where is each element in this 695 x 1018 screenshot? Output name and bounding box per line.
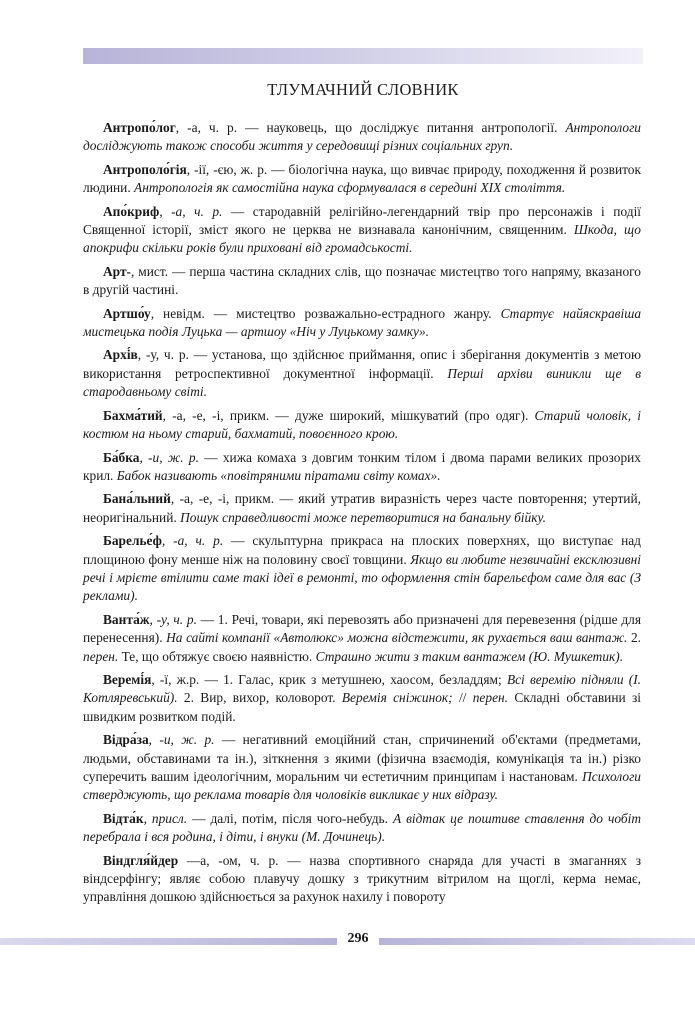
entry-example-2: Веремія сніжинок;	[341, 690, 453, 706]
entry-headword: Ванта́ж	[103, 611, 150, 627]
entry-grammar-italic: , присл.	[143, 810, 188, 826]
footer-decorative-bar-left	[0, 938, 337, 945]
dictionary-entry	[83, 671, 641, 726]
entry-headword: Веремі́я	[103, 671, 152, 687]
entry-definition: 1. Галас, крик з метушнею, хаосом, безладдям;	[223, 671, 507, 687]
entry-definition-3: //	[452, 690, 473, 706]
entry-grammar: —	[187, 810, 211, 826]
dictionary-entry	[83, 346, 641, 401]
entry-headword: Ба́бка	[103, 449, 140, 465]
entry-example: Шкода, що апокрифи скільки років були приховані від громадськості.	[83, 222, 641, 256]
dictionary-entry	[83, 407, 641, 444]
dictionary-entry	[83, 611, 641, 666]
entry-grammar: , невідм. —	[150, 305, 237, 321]
entry-headword: Бана́льний	[103, 491, 171, 507]
entry-definition-2: 2.	[627, 630, 642, 646]
entry-example: Старий чоловік, і костюм на ньому старий, бахматий, повоєнного крою.	[83, 407, 641, 442]
entry-headword: Апо́криф	[103, 203, 160, 219]
entry-definition: який утратив виразність через часте повторення; утертий, неоригінальний.	[83, 491, 641, 525]
entry-headword: Арт-	[103, 263, 131, 279]
dictionary-entry	[83, 810, 641, 847]
entry-example: Антропологія як самостійна наука сформувалася в середині XIX століття.	[134, 180, 566, 196]
entry-grammar: , -а, -е, -і, прикм. —	[162, 407, 296, 423]
entry-example: На сайті компанії «Автолюкс» можна відстежити, як рухається ваш вантаж.	[166, 630, 628, 646]
dictionary-entry	[83, 490, 641, 527]
entry-grammar-italic: , -у, ч. р.	[149, 611, 197, 627]
entry-example: Перші архіви виникли ще в стародавньому світі.	[83, 365, 642, 400]
dictionary-entry	[83, 161, 641, 198]
dictionary-entry	[83, 119, 641, 156]
entry-example: Якщо ви любите незвичайні ексклюзивні речі і мрієте втілити саме такі ідеї в ремонті, то оформлення стін барельєфом саме для вас (З реклами).	[83, 551, 641, 604]
entry-grammar: , мист. —	[130, 263, 190, 279]
entry-definition-2: 2. Вир, вихор, коловорот.	[177, 690, 342, 706]
entry-grammar-italic: , -и, ж. р.	[139, 449, 199, 465]
entry-grammar: , -а, -е, -і, прикм. —	[170, 491, 299, 507]
entry-headword: Барелье́ф	[103, 533, 162, 549]
dictionary-entry	[83, 305, 641, 342]
entry-grammar-italic: , -а, ч. р.	[161, 533, 224, 549]
header-decorative-bar	[83, 48, 643, 64]
dictionary-entry	[83, 263, 641, 300]
entry-example: А відтак це поштиве ставлення до чобіт перебрала і вся родина, і діти, і внуки (М. Дочинець).	[83, 810, 641, 845]
entry-definition: скульптурна прикраса на плоских поверхнях, що виступає над площиною фону менше ніж на половину своєї товщини.	[83, 533, 641, 567]
entry-definition: назва спортивного снаряда для участі в змаганнях з віндсерфінгу; являє собою плавучу дошку з трикутним вітрилом на щоглі, керма немає, управління дошкою здійснюється за рахунок нахилу і повороту	[83, 852, 641, 905]
entry-definition: перша частина складних слів, що позначає мистецтво того напряму, вказаного в другій частині.	[83, 263, 642, 298]
entry-grammar: , -у, ч. р. —	[137, 347, 212, 363]
entry-example: Всі веремію підняли (І. Котляревський).	[83, 671, 641, 706]
dictionary-entry	[83, 203, 641, 258]
dictionary-content	[83, 119, 641, 907]
entry-grammar: , -ії, -єю, ж. р. —	[186, 161, 289, 177]
entry-example: Антропологи досліджують також способи життя у середовищі різних соціальних груп.	[83, 120, 641, 154]
entry-label-3: перен.	[472, 690, 509, 706]
dictionary-entry	[83, 852, 641, 907]
dictionary-entry	[83, 731, 641, 805]
page-title: ТЛУМАЧНИЙ СЛОВНИК	[267, 80, 459, 99]
entry-grammar: —	[196, 611, 218, 627]
dictionary-entry	[83, 449, 641, 486]
page-number: 296	[347, 931, 369, 946]
entry-example-2: Страшно жити з таким вантажем (Ю. Мушкетик).	[315, 648, 624, 664]
entry-headword: Артшо́у	[103, 305, 151, 321]
entry-grammar: , -а, ч. р. —	[175, 120, 267, 135]
entry-example: Психологи стверджують, що реклама товарів для чоловіків викликає у них відразу.	[83, 769, 641, 803]
entry-definition: стародавній релігійно-легендарний твір про персонажів і події Священної історії, зміст якого не церква не визнавала канонічним, священним.	[83, 203, 642, 238]
entry-headword: Архі́в	[103, 347, 138, 363]
entry-headword: Віндгля́йдер	[103, 852, 179, 868]
dictionary-entry	[83, 532, 641, 606]
entry-definition: 1. Речі, товари, які перевозять або призначені для перевезення (рідше для перенесення).	[83, 611, 641, 646]
entry-definition: біологічна наука, що вивчає природу, походження й розвиток людини.	[83, 161, 641, 196]
entry-headword: Відра́за	[103, 732, 149, 748]
entry-headword: Антрополо́гія	[103, 161, 187, 177]
entry-grammar: —	[222, 203, 253, 219]
entry-grammar: —	[214, 732, 243, 748]
entry-definition: науковець, що досліджує питання антропології.	[266, 120, 566, 135]
entry-grammar-italic: , -и, ж. р.	[148, 732, 215, 748]
entry-definition: негативний емоційний стан, спричинений об'єктами (предметами, людьми, обставинами та ін.), зіткнення з якими (фізична взаємодія, комунікація та ін.) різко суперечить вашим ідеологічним, моральним чи естетичним принципам і настановам.	[83, 732, 641, 784]
entry-grammar: —а, -ом, ч. р. —	[178, 852, 310, 868]
entry-example: Пошук справедливості може перетворитися на банальну бійку.	[180, 509, 546, 525]
entry-definition: мистецтво розважально-естрадного жанру.	[236, 305, 501, 321]
footer-decorative-bar-right	[379, 938, 695, 945]
entry-definition: хижа комаха з довгим тонким тілом і двома парами великих прозорих крил.	[83, 449, 642, 483]
entry-example: Стартує найяскравіша мистецька подія Луцька — артшоу «Ніч у Луцькому замку».	[83, 305, 642, 340]
entry-headword: Бахма́тий	[103, 407, 163, 423]
entry-grammar-italic: , -а, ч. р.	[159, 203, 223, 219]
entry-grammar: , -ї, ж.р. —	[151, 671, 224, 687]
entry-definition-3b: Складні обставини зі швидким розвитком подій.	[83, 690, 641, 724]
entry-grammar: —	[223, 533, 253, 549]
entry-headword: Відта́к	[103, 810, 144, 826]
entry-grammar: —	[198, 449, 223, 465]
entry-definition: установа, що здійснює приймання, опис і зберігання документів з метою використання ретроспективної документної інформації.	[83, 347, 641, 381]
entry-example: Бабок називають «повітряними піратами світу комах».	[116, 467, 441, 483]
entry-label-2: перен.	[83, 648, 119, 664]
entry-definition: далі, потім, після чого-небудь.	[210, 810, 393, 826]
entry-definition-2b: Те, що обтяжує своєю наявністю.	[118, 648, 316, 664]
entry-definition: дуже широкий, мішкуватий (про одяг).	[295, 407, 535, 423]
entry-headword: Антропо́лог	[103, 120, 176, 135]
